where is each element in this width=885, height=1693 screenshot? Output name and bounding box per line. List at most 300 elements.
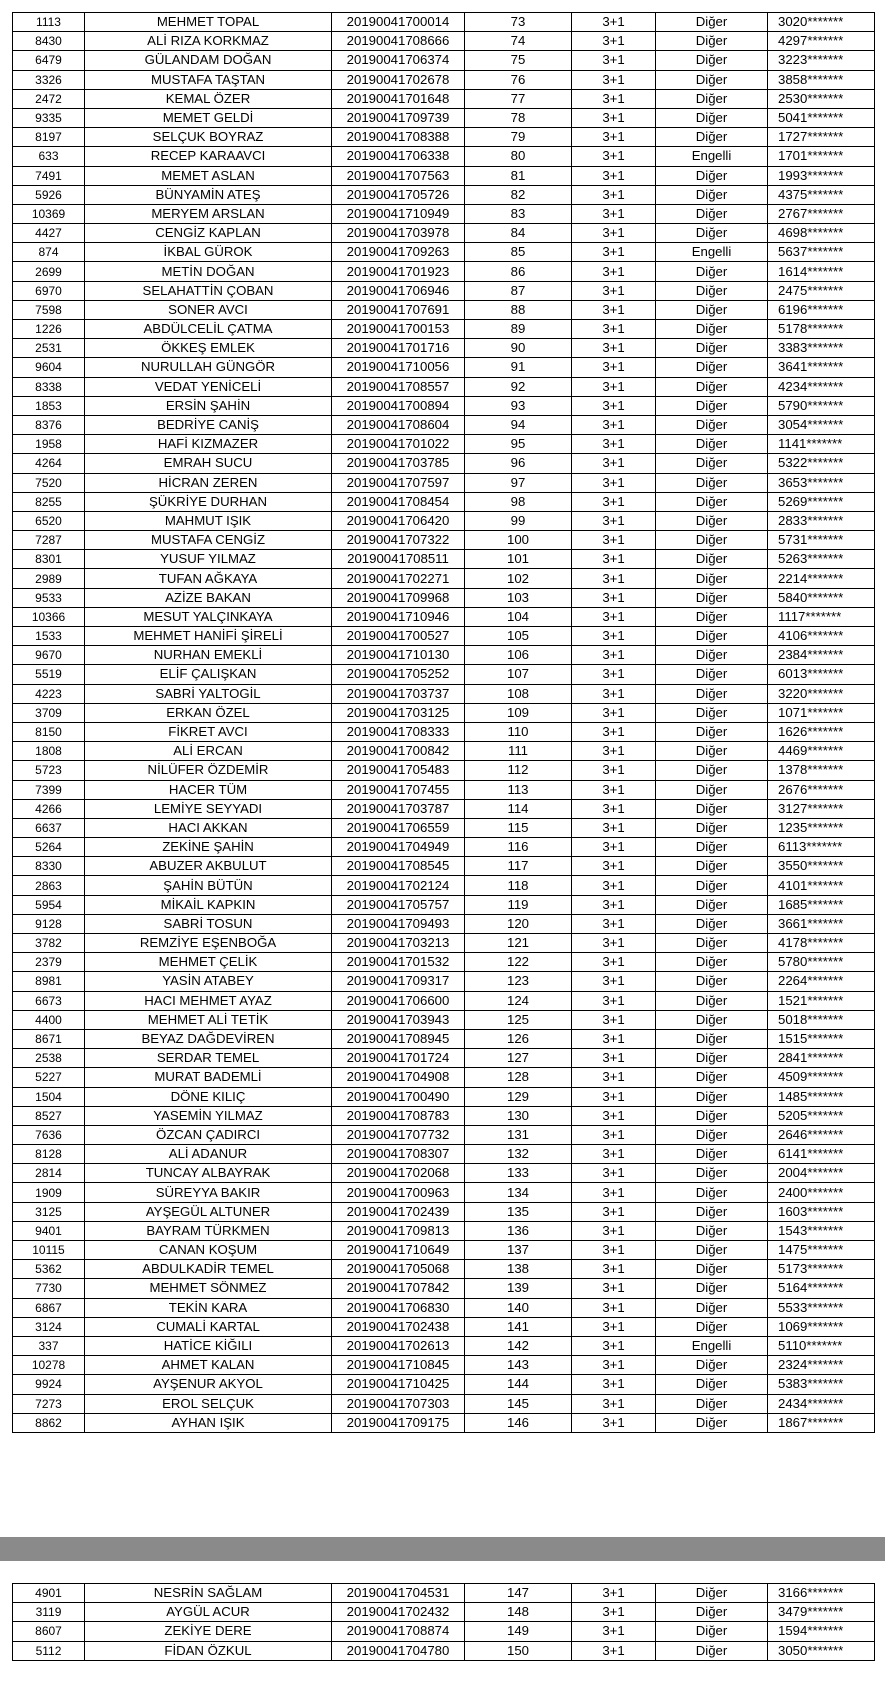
- applicant-number-cell: 6673: [13, 991, 85, 1010]
- room-type-cell: 3+1: [572, 934, 656, 953]
- name-cell: MEHMET ALİ TETİK: [85, 1010, 332, 1029]
- room-type-cell: 3+1: [572, 953, 656, 972]
- applicant-number-cell: 5112: [13, 1641, 85, 1660]
- application-id-cell: 20190041702439: [332, 1202, 465, 1221]
- name-cell: MAHMUT IŞIK: [85, 511, 332, 530]
- category-cell: Diğer: [656, 780, 768, 799]
- masked-id-cell: 1867*******: [768, 1413, 875, 1432]
- applicant-number-cell: 9924: [13, 1375, 85, 1394]
- applicant-number-cell: 6637: [13, 818, 85, 837]
- rank-cell: 74: [465, 32, 572, 51]
- masked-id-cell: 6113*******: [768, 838, 875, 857]
- category-cell: Diğer: [656, 569, 768, 588]
- table-row: [13, 550, 875, 569]
- application-id-cell: 20190041708454: [332, 492, 465, 511]
- applicant-number-cell: 8338: [13, 377, 85, 396]
- name-cell: HACER TÜM: [85, 780, 332, 799]
- rank-cell: 113: [465, 780, 572, 799]
- room-type-cell: 3+1: [572, 396, 656, 415]
- table-row: [13, 1394, 875, 1413]
- category-cell: Diğer: [656, 531, 768, 550]
- category-cell: Diğer: [656, 511, 768, 530]
- applicant-number-cell: 6520: [13, 511, 85, 530]
- applicant-number-cell: 2472: [13, 89, 85, 108]
- rank-cell: 144: [465, 1375, 572, 1394]
- table-row: [13, 128, 875, 147]
- category-cell: Diğer: [656, 761, 768, 780]
- application-id-cell: 20190041706559: [332, 818, 465, 837]
- applicant-number-cell: 6479: [13, 51, 85, 70]
- rank-cell: 79: [465, 128, 572, 147]
- category-cell: Diğer: [656, 396, 768, 415]
- room-type-cell: 3+1: [572, 914, 656, 933]
- room-type-cell: 3+1: [572, 818, 656, 837]
- table-row: [13, 1317, 875, 1336]
- room-type-cell: 3+1: [572, 1317, 656, 1336]
- masked-id-cell: 2767*******: [768, 204, 875, 223]
- name-cell: AZİZE BAKAN: [85, 588, 332, 607]
- room-type-cell: 3+1: [572, 339, 656, 358]
- category-cell: Diğer: [656, 895, 768, 914]
- masked-id-cell: 4698*******: [768, 224, 875, 243]
- room-type-cell: 3+1: [572, 1413, 656, 1432]
- category-cell: Engelli: [656, 243, 768, 262]
- category-cell: Diğer: [656, 473, 768, 492]
- room-type-cell: 3+1: [572, 454, 656, 473]
- name-cell: ALİ ERCAN: [85, 742, 332, 761]
- application-id-cell: 20190041708557: [332, 377, 465, 396]
- masked-id-cell: 2475*******: [768, 281, 875, 300]
- applicant-number-cell: 1533: [13, 627, 85, 646]
- name-cell: EROL SELÇUK: [85, 1394, 332, 1413]
- table-row: [13, 742, 875, 761]
- table-row: [13, 1336, 875, 1355]
- rank-cell: 98: [465, 492, 572, 511]
- applicant-number-cell: 8607: [13, 1622, 85, 1641]
- applicant-number-cell: 10278: [13, 1356, 85, 1375]
- rank-cell: 92: [465, 377, 572, 396]
- rank-cell: 124: [465, 991, 572, 1010]
- name-cell: SABRİ TOSUN: [85, 914, 332, 933]
- category-cell: Diğer: [656, 281, 768, 300]
- results-table-bottom: [12, 1583, 875, 1661]
- masked-id-cell: 2434*******: [768, 1394, 875, 1413]
- rank-cell: 77: [465, 89, 572, 108]
- table-row: [13, 1164, 875, 1183]
- name-cell: ALİ ADANUR: [85, 1145, 332, 1164]
- application-id-cell: 20190041707455: [332, 780, 465, 799]
- rank-cell: 101: [465, 550, 572, 569]
- applicant-number-cell: 2699: [13, 262, 85, 281]
- table-row: [13, 415, 875, 434]
- category-cell: Diğer: [656, 32, 768, 51]
- room-type-cell: 3+1: [572, 665, 656, 684]
- masked-id-cell: 1378*******: [768, 761, 875, 780]
- category-cell: Diğer: [656, 1622, 768, 1641]
- rank-cell: 110: [465, 722, 572, 741]
- applicant-number-cell: 6867: [13, 1298, 85, 1317]
- table-row: [13, 991, 875, 1010]
- application-id-cell: 20190041706600: [332, 991, 465, 1010]
- application-id-cell: 20190041708604: [332, 415, 465, 434]
- table-row: [13, 166, 875, 185]
- name-cell: NURHAN EMEKLİ: [85, 646, 332, 665]
- room-type-cell: 3+1: [572, 1279, 656, 1298]
- table-row: [13, 876, 875, 895]
- name-cell: HAFİ KIZMAZER: [85, 435, 332, 454]
- room-type-cell: 3+1: [572, 703, 656, 722]
- masked-id-cell: 4509*******: [768, 1068, 875, 1087]
- table-row: [13, 1641, 875, 1660]
- application-id-cell: 20190041705483: [332, 761, 465, 780]
- category-cell: Diğer: [656, 1164, 768, 1183]
- rank-cell: 143: [465, 1356, 572, 1375]
- table-row: [13, 32, 875, 51]
- masked-id-cell: 5110*******: [768, 1336, 875, 1355]
- rank-cell: 104: [465, 607, 572, 626]
- application-id-cell: 20190041705757: [332, 895, 465, 914]
- masked-id-cell: 5637*******: [768, 243, 875, 262]
- application-id-cell: 20190041707597: [332, 473, 465, 492]
- name-cell: ZEKİYE DERE: [85, 1622, 332, 1641]
- rank-cell: 81: [465, 166, 572, 185]
- masked-id-cell: 5383*******: [768, 1375, 875, 1394]
- masked-id-cell: 5041*******: [768, 108, 875, 127]
- room-type-cell: 3+1: [572, 243, 656, 262]
- name-cell: AYŞEGÜL ALTUNER: [85, 1202, 332, 1221]
- name-cell: HATİCE KİĞILI: [85, 1336, 332, 1355]
- page-divider: [0, 1537, 885, 1561]
- masked-id-cell: 3479*******: [768, 1603, 875, 1622]
- applicant-number-cell: 3124: [13, 1317, 85, 1336]
- applicant-number-cell: 3119: [13, 1603, 85, 1622]
- name-cell: GÜLANDAM DOĞAN: [85, 51, 332, 70]
- table-row: [13, 147, 875, 166]
- table-row: [13, 818, 875, 837]
- rank-cell: 118: [465, 876, 572, 895]
- rank-cell: 85: [465, 243, 572, 262]
- application-id-cell: 20190041700153: [332, 320, 465, 339]
- applicant-number-cell: 8376: [13, 415, 85, 434]
- category-cell: Diğer: [656, 320, 768, 339]
- room-type-cell: 3+1: [572, 684, 656, 703]
- name-cell: MEMET GELDİ: [85, 108, 332, 127]
- masked-id-cell: 1235*******: [768, 818, 875, 837]
- category-cell: Diğer: [656, 1375, 768, 1394]
- name-cell: AYGÜL ACUR: [85, 1603, 332, 1622]
- application-id-cell: 20190041703787: [332, 799, 465, 818]
- applicant-number-cell: 6970: [13, 281, 85, 300]
- category-cell: Diğer: [656, 1183, 768, 1202]
- rank-cell: 116: [465, 838, 572, 857]
- room-type-cell: 3+1: [572, 1603, 656, 1622]
- masked-id-cell: 5269*******: [768, 492, 875, 511]
- application-id-cell: 20190041702271: [332, 569, 465, 588]
- masked-id-cell: 1485*******: [768, 1087, 875, 1106]
- room-type-cell: 3+1: [572, 262, 656, 281]
- category-cell: Diğer: [656, 300, 768, 319]
- room-type-cell: 3+1: [572, 895, 656, 914]
- room-type-cell: 3+1: [572, 550, 656, 569]
- category-cell: Diğer: [656, 1317, 768, 1336]
- application-id-cell: 20190041700842: [332, 742, 465, 761]
- applicant-number-cell: 7273: [13, 1394, 85, 1413]
- table-row: [13, 320, 875, 339]
- rank-cell: 133: [465, 1164, 572, 1183]
- name-cell: ERKAN ÖZEL: [85, 703, 332, 722]
- masked-id-cell: 5780*******: [768, 953, 875, 972]
- category-cell: Diğer: [656, 818, 768, 837]
- rank-cell: 123: [465, 972, 572, 991]
- masked-id-cell: 5790*******: [768, 396, 875, 415]
- rank-cell: 73: [465, 13, 572, 32]
- application-id-cell: 20190041706946: [332, 281, 465, 300]
- room-type-cell: 3+1: [572, 147, 656, 166]
- room-type-cell: 3+1: [572, 1106, 656, 1125]
- application-id-cell: 20190041708333: [332, 722, 465, 741]
- name-cell: MUSTAFA TAŞTAN: [85, 70, 332, 89]
- applicant-number-cell: 8255: [13, 492, 85, 511]
- masked-id-cell: 3054*******: [768, 415, 875, 434]
- category-cell: Diğer: [656, 1584, 768, 1603]
- application-id-cell: 20190041700527: [332, 627, 465, 646]
- rank-cell: 108: [465, 684, 572, 703]
- application-id-cell: 20190041707303: [332, 1394, 465, 1413]
- name-cell: FİDAN ÖZKUL: [85, 1641, 332, 1660]
- application-id-cell: 20190041709813: [332, 1221, 465, 1240]
- application-id-cell: 20190041705068: [332, 1260, 465, 1279]
- table-row: [13, 396, 875, 415]
- category-cell: Diğer: [656, 1394, 768, 1413]
- rank-cell: 97: [465, 473, 572, 492]
- name-cell: YUSUF YILMAZ: [85, 550, 332, 569]
- rank-cell: 89: [465, 320, 572, 339]
- name-cell: HACI MEHMET AYAZ: [85, 991, 332, 1010]
- room-type-cell: 3+1: [572, 1584, 656, 1603]
- application-id-cell: 20190041708388: [332, 128, 465, 147]
- category-cell: Diğer: [656, 454, 768, 473]
- masked-id-cell: 3220*******: [768, 684, 875, 703]
- name-cell: ELİF ÇALIŞKAN: [85, 665, 332, 684]
- category-cell: Diğer: [656, 128, 768, 147]
- application-id-cell: 20190041710056: [332, 358, 465, 377]
- rank-cell: 140: [465, 1298, 572, 1317]
- application-id-cell: 20190041701532: [332, 953, 465, 972]
- applicant-number-cell: 4901: [13, 1584, 85, 1603]
- application-id-cell: 20190041708945: [332, 1029, 465, 1048]
- applicant-number-cell: 10366: [13, 607, 85, 626]
- applicant-number-cell: 2989: [13, 569, 85, 588]
- application-id-cell: 20190041702438: [332, 1317, 465, 1336]
- application-id-cell: 20190041704780: [332, 1641, 465, 1660]
- category-cell: Diğer: [656, 1279, 768, 1298]
- name-cell: SELAHATTİN ÇOBAN: [85, 281, 332, 300]
- rank-cell: 80: [465, 147, 572, 166]
- rank-cell: 82: [465, 185, 572, 204]
- applicant-number-cell: 10369: [13, 204, 85, 223]
- room-type-cell: 3+1: [572, 742, 656, 761]
- application-id-cell: 20190041703943: [332, 1010, 465, 1029]
- table-row: [13, 914, 875, 933]
- masked-id-cell: 4469*******: [768, 742, 875, 761]
- table-row: [13, 224, 875, 243]
- masked-id-cell: 3127*******: [768, 799, 875, 818]
- applicant-number-cell: 5227: [13, 1068, 85, 1087]
- table-row: [13, 473, 875, 492]
- masked-id-cell: 3661*******: [768, 914, 875, 933]
- table-row: [13, 665, 875, 684]
- table-row: [13, 627, 875, 646]
- name-cell: AHMET KALAN: [85, 1356, 332, 1375]
- name-cell: SONER AVCI: [85, 300, 332, 319]
- rank-cell: 132: [465, 1145, 572, 1164]
- application-id-cell: 20190041704908: [332, 1068, 465, 1087]
- room-type-cell: 3+1: [572, 1394, 656, 1413]
- application-id-cell: 20190041700014: [332, 13, 465, 32]
- application-id-cell: 20190041700963: [332, 1183, 465, 1202]
- applicant-number-cell: 2379: [13, 953, 85, 972]
- room-type-cell: 3+1: [572, 204, 656, 223]
- masked-id-cell: 5205*******: [768, 1106, 875, 1125]
- name-cell: SERDAR TEMEL: [85, 1049, 332, 1068]
- name-cell: MESUT YALÇINKAYA: [85, 607, 332, 626]
- applicant-number-cell: 9401: [13, 1221, 85, 1240]
- category-cell: Diğer: [656, 838, 768, 857]
- name-cell: ÖKKEŞ EMLEK: [85, 339, 332, 358]
- category-cell: Diğer: [656, 1641, 768, 1660]
- name-cell: RECEP KARAAVCI: [85, 147, 332, 166]
- rank-cell: 120: [465, 914, 572, 933]
- rank-cell: 137: [465, 1241, 572, 1260]
- category-cell: Diğer: [656, 1298, 768, 1317]
- masked-id-cell: 2530*******: [768, 89, 875, 108]
- rank-cell: 146: [465, 1413, 572, 1432]
- category-cell: Diğer: [656, 550, 768, 569]
- masked-id-cell: 3020*******: [768, 13, 875, 32]
- masked-id-cell: 1727*******: [768, 128, 875, 147]
- applicant-number-cell: 8128: [13, 1145, 85, 1164]
- table-row: [13, 531, 875, 550]
- table-row: [13, 511, 875, 530]
- room-type-cell: 3+1: [572, 1375, 656, 1394]
- applicant-number-cell: 5519: [13, 665, 85, 684]
- table-row: [13, 1183, 875, 1202]
- rank-cell: 112: [465, 761, 572, 780]
- category-cell: Diğer: [656, 108, 768, 127]
- rank-cell: 95: [465, 435, 572, 454]
- room-type-cell: 3+1: [572, 511, 656, 530]
- application-id-cell: 20190041707563: [332, 166, 465, 185]
- name-cell: BEYAZ DAĞDEVİREN: [85, 1029, 332, 1048]
- application-id-cell: 20190041708666: [332, 32, 465, 51]
- masked-id-cell: 4234*******: [768, 377, 875, 396]
- rank-cell: 142: [465, 1336, 572, 1355]
- rank-cell: 129: [465, 1087, 572, 1106]
- table-row: [13, 1622, 875, 1641]
- masked-id-cell: 2384*******: [768, 646, 875, 665]
- rank-cell: 138: [465, 1260, 572, 1279]
- rank-cell: 94: [465, 415, 572, 434]
- name-cell: REMZİYE EŞENBOĞA: [85, 934, 332, 953]
- rank-cell: 99: [465, 511, 572, 530]
- application-id-cell: 20190041700490: [332, 1087, 465, 1106]
- name-cell: BEDRİYE CANİŞ: [85, 415, 332, 434]
- application-id-cell: 20190041701724: [332, 1049, 465, 1068]
- table-row: [13, 204, 875, 223]
- room-type-cell: 3+1: [572, 224, 656, 243]
- name-cell: ERSİN ŞAHİN: [85, 396, 332, 415]
- category-cell: Diğer: [656, 607, 768, 626]
- masked-id-cell: 1475*******: [768, 1241, 875, 1260]
- applicant-number-cell: 5723: [13, 761, 85, 780]
- application-id-cell: 20190041704949: [332, 838, 465, 857]
- applicant-number-cell: 9604: [13, 358, 85, 377]
- table-row: [13, 1125, 875, 1144]
- applicant-number-cell: 4266: [13, 799, 85, 818]
- name-cell: MİKAİL KAPKIN: [85, 895, 332, 914]
- masked-id-cell: 3383*******: [768, 339, 875, 358]
- category-cell: Diğer: [656, 51, 768, 70]
- masked-id-cell: 6141*******: [768, 1145, 875, 1164]
- name-cell: YASİN ATABEY: [85, 972, 332, 991]
- table-row: [13, 300, 875, 319]
- rank-cell: 136: [465, 1221, 572, 1240]
- masked-id-cell: 4375*******: [768, 185, 875, 204]
- applicant-number-cell: 1808: [13, 742, 85, 761]
- name-cell: NİLÜFER ÖZDEMİR: [85, 761, 332, 780]
- category-cell: Diğer: [656, 377, 768, 396]
- application-id-cell: 20190041709175: [332, 1413, 465, 1432]
- name-cell: MEHMET HANİFİ ŞİRELİ: [85, 627, 332, 646]
- applicant-number-cell: 1853: [13, 396, 85, 415]
- applicant-number-cell: 2863: [13, 876, 85, 895]
- rank-cell: 115: [465, 818, 572, 837]
- masked-id-cell: 2324*******: [768, 1356, 875, 1375]
- category-cell: Diğer: [656, 204, 768, 223]
- application-id-cell: 20190041700894: [332, 396, 465, 415]
- application-id-cell: 20190041707691: [332, 300, 465, 319]
- application-id-cell: 20190041701716: [332, 339, 465, 358]
- table-row: [13, 1106, 875, 1125]
- category-cell: Diğer: [656, 1603, 768, 1622]
- applicant-number-cell: 8981: [13, 972, 85, 991]
- masked-id-cell: 1141*******: [768, 435, 875, 454]
- category-cell: Diğer: [656, 588, 768, 607]
- rank-cell: 88: [465, 300, 572, 319]
- table-row: [13, 70, 875, 89]
- application-id-cell: 20190041706830: [332, 1298, 465, 1317]
- name-cell: VEDAT YENİCELİ: [85, 377, 332, 396]
- application-id-cell: 20190041704531: [332, 1584, 465, 1603]
- table-row: [13, 1279, 875, 1298]
- room-type-cell: 3+1: [572, 320, 656, 339]
- table-row: [13, 377, 875, 396]
- application-id-cell: 20190041702432: [332, 1603, 465, 1622]
- rank-cell: 122: [465, 953, 572, 972]
- table-row: [13, 607, 875, 626]
- applicant-number-cell: 9335: [13, 108, 85, 127]
- name-cell: ÖZCAN ÇADIRCI: [85, 1125, 332, 1144]
- category-cell: Diğer: [656, 1125, 768, 1144]
- category-cell: Diğer: [656, 1049, 768, 1068]
- applicant-number-cell: 1909: [13, 1183, 85, 1202]
- name-cell: BÜNYAMİN ATEŞ: [85, 185, 332, 204]
- category-cell: Diğer: [656, 185, 768, 204]
- applicant-number-cell: 3782: [13, 934, 85, 953]
- category-cell: Diğer: [656, 1260, 768, 1279]
- applicant-number-cell: 4427: [13, 224, 85, 243]
- room-type-cell: 3+1: [572, 761, 656, 780]
